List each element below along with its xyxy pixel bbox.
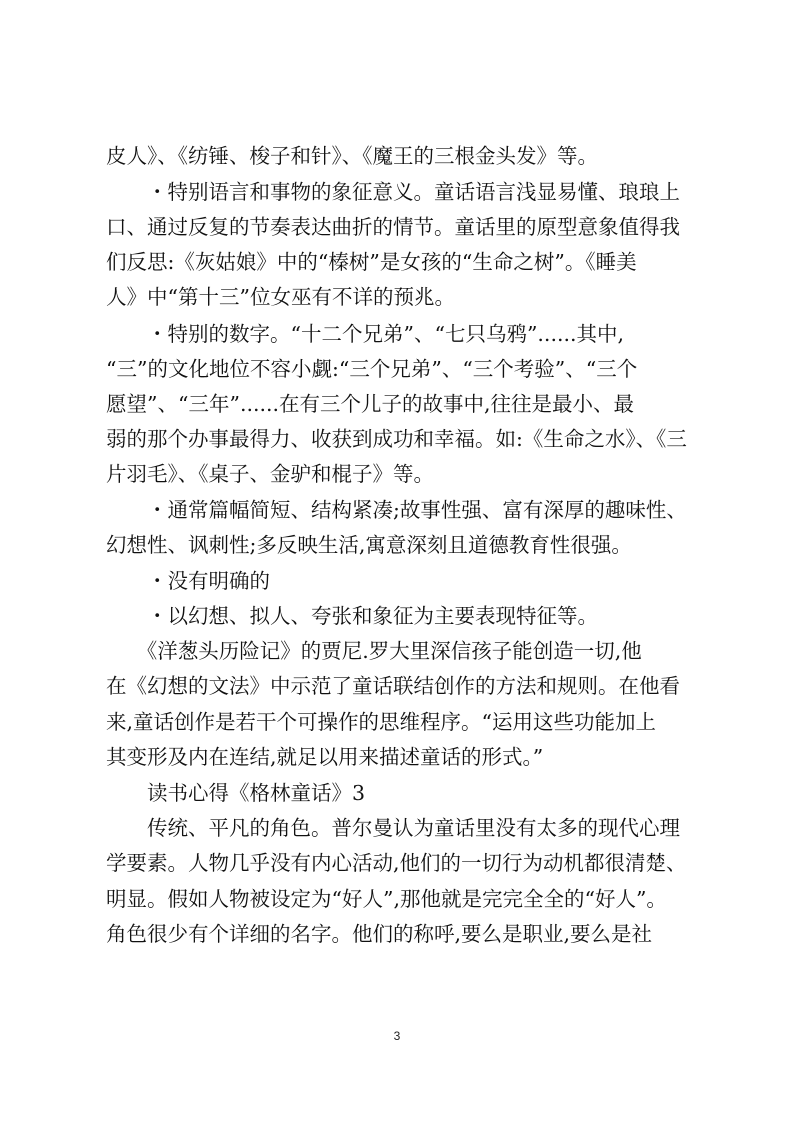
- text-line: ・特别的数字。“十二个兄弟”、“七只乌鸦”......其中,: [106, 322, 625, 346]
- text-line: ・没有明确的: [106, 569, 270, 593]
- text-line: 弱的那个办事最得力、收获到成功和幸福。如:《生命之水》、《三: [106, 427, 687, 451]
- text-line: “三”的文化地位不容小觑:“三个兄弟”、“三个考验”、“三个: [106, 357, 638, 381]
- text-line: 愿望”、“三年”......在有三个儿子的故事中,往往是最小、最: [106, 392, 635, 416]
- text-line: 片羽毛》、《桌子、金驴和棍子》等。: [106, 462, 434, 486]
- text-line: ・特别语言和事物的象征意义。童话语言浅显易懂、琅琅上: [106, 180, 680, 204]
- text-line: 幻想性、讽刺性;多反映生活,寓意深刻且道德教育性很强。: [106, 533, 632, 557]
- section-heading: 读书心得《格林童话》3: [106, 781, 366, 805]
- page-number: 3: [393, 1029, 401, 1043]
- text-line: 们反思:《灰姑娘》中的“榛树”是女孩的“生命之树”。《睡美: [106, 250, 637, 274]
- text-line: 《洋葱头历险记》的贾尼.罗大里深信孩子能创造一切,他: [106, 639, 642, 663]
- text-line: 学要素。人物几乎没有内心活动,他们的一切行为动机都很清楚、: [106, 851, 687, 875]
- text-line: 明显。假如人物被设定为“好人”,那他就是完完全全的“好人”。: [106, 887, 667, 911]
- text-line: 人》中“第十三”位女巫有不详的预兆。: [106, 285, 455, 309]
- text-line: 在《幻想的文法》中示范了童话联结创作的方法和规则。在他看: [106, 674, 680, 698]
- text-line: 来,童话创作是若干个可操作的思维程序。“运用这些功能加上: [106, 710, 656, 734]
- text-line: 角色很少有个详细的名字。他们的称呼,要么是职业,要么是社: [106, 922, 653, 946]
- text-line: 皮人》、《纺锤、梭子和针》、《魔王的三根金头发》等。: [106, 144, 598, 168]
- text-line: 其变形及内在连结,就足以用来描述童话的形式。”: [106, 745, 544, 769]
- text-line: 传统、平凡的角色。普尔曼认为童话里没有太多的现代心理: [106, 816, 680, 840]
- text-line: ・以幻想、拟人、夸张和象征为主要表现特征等。: [106, 604, 598, 628]
- text-line: 口、通过反复的节奏表达曲折的情节。童话里的原型意象值得我: [106, 215, 680, 239]
- text-line: ・通常篇幅简短、结构紧凑;故事性强、富有深厚的趣味性、: [106, 498, 687, 522]
